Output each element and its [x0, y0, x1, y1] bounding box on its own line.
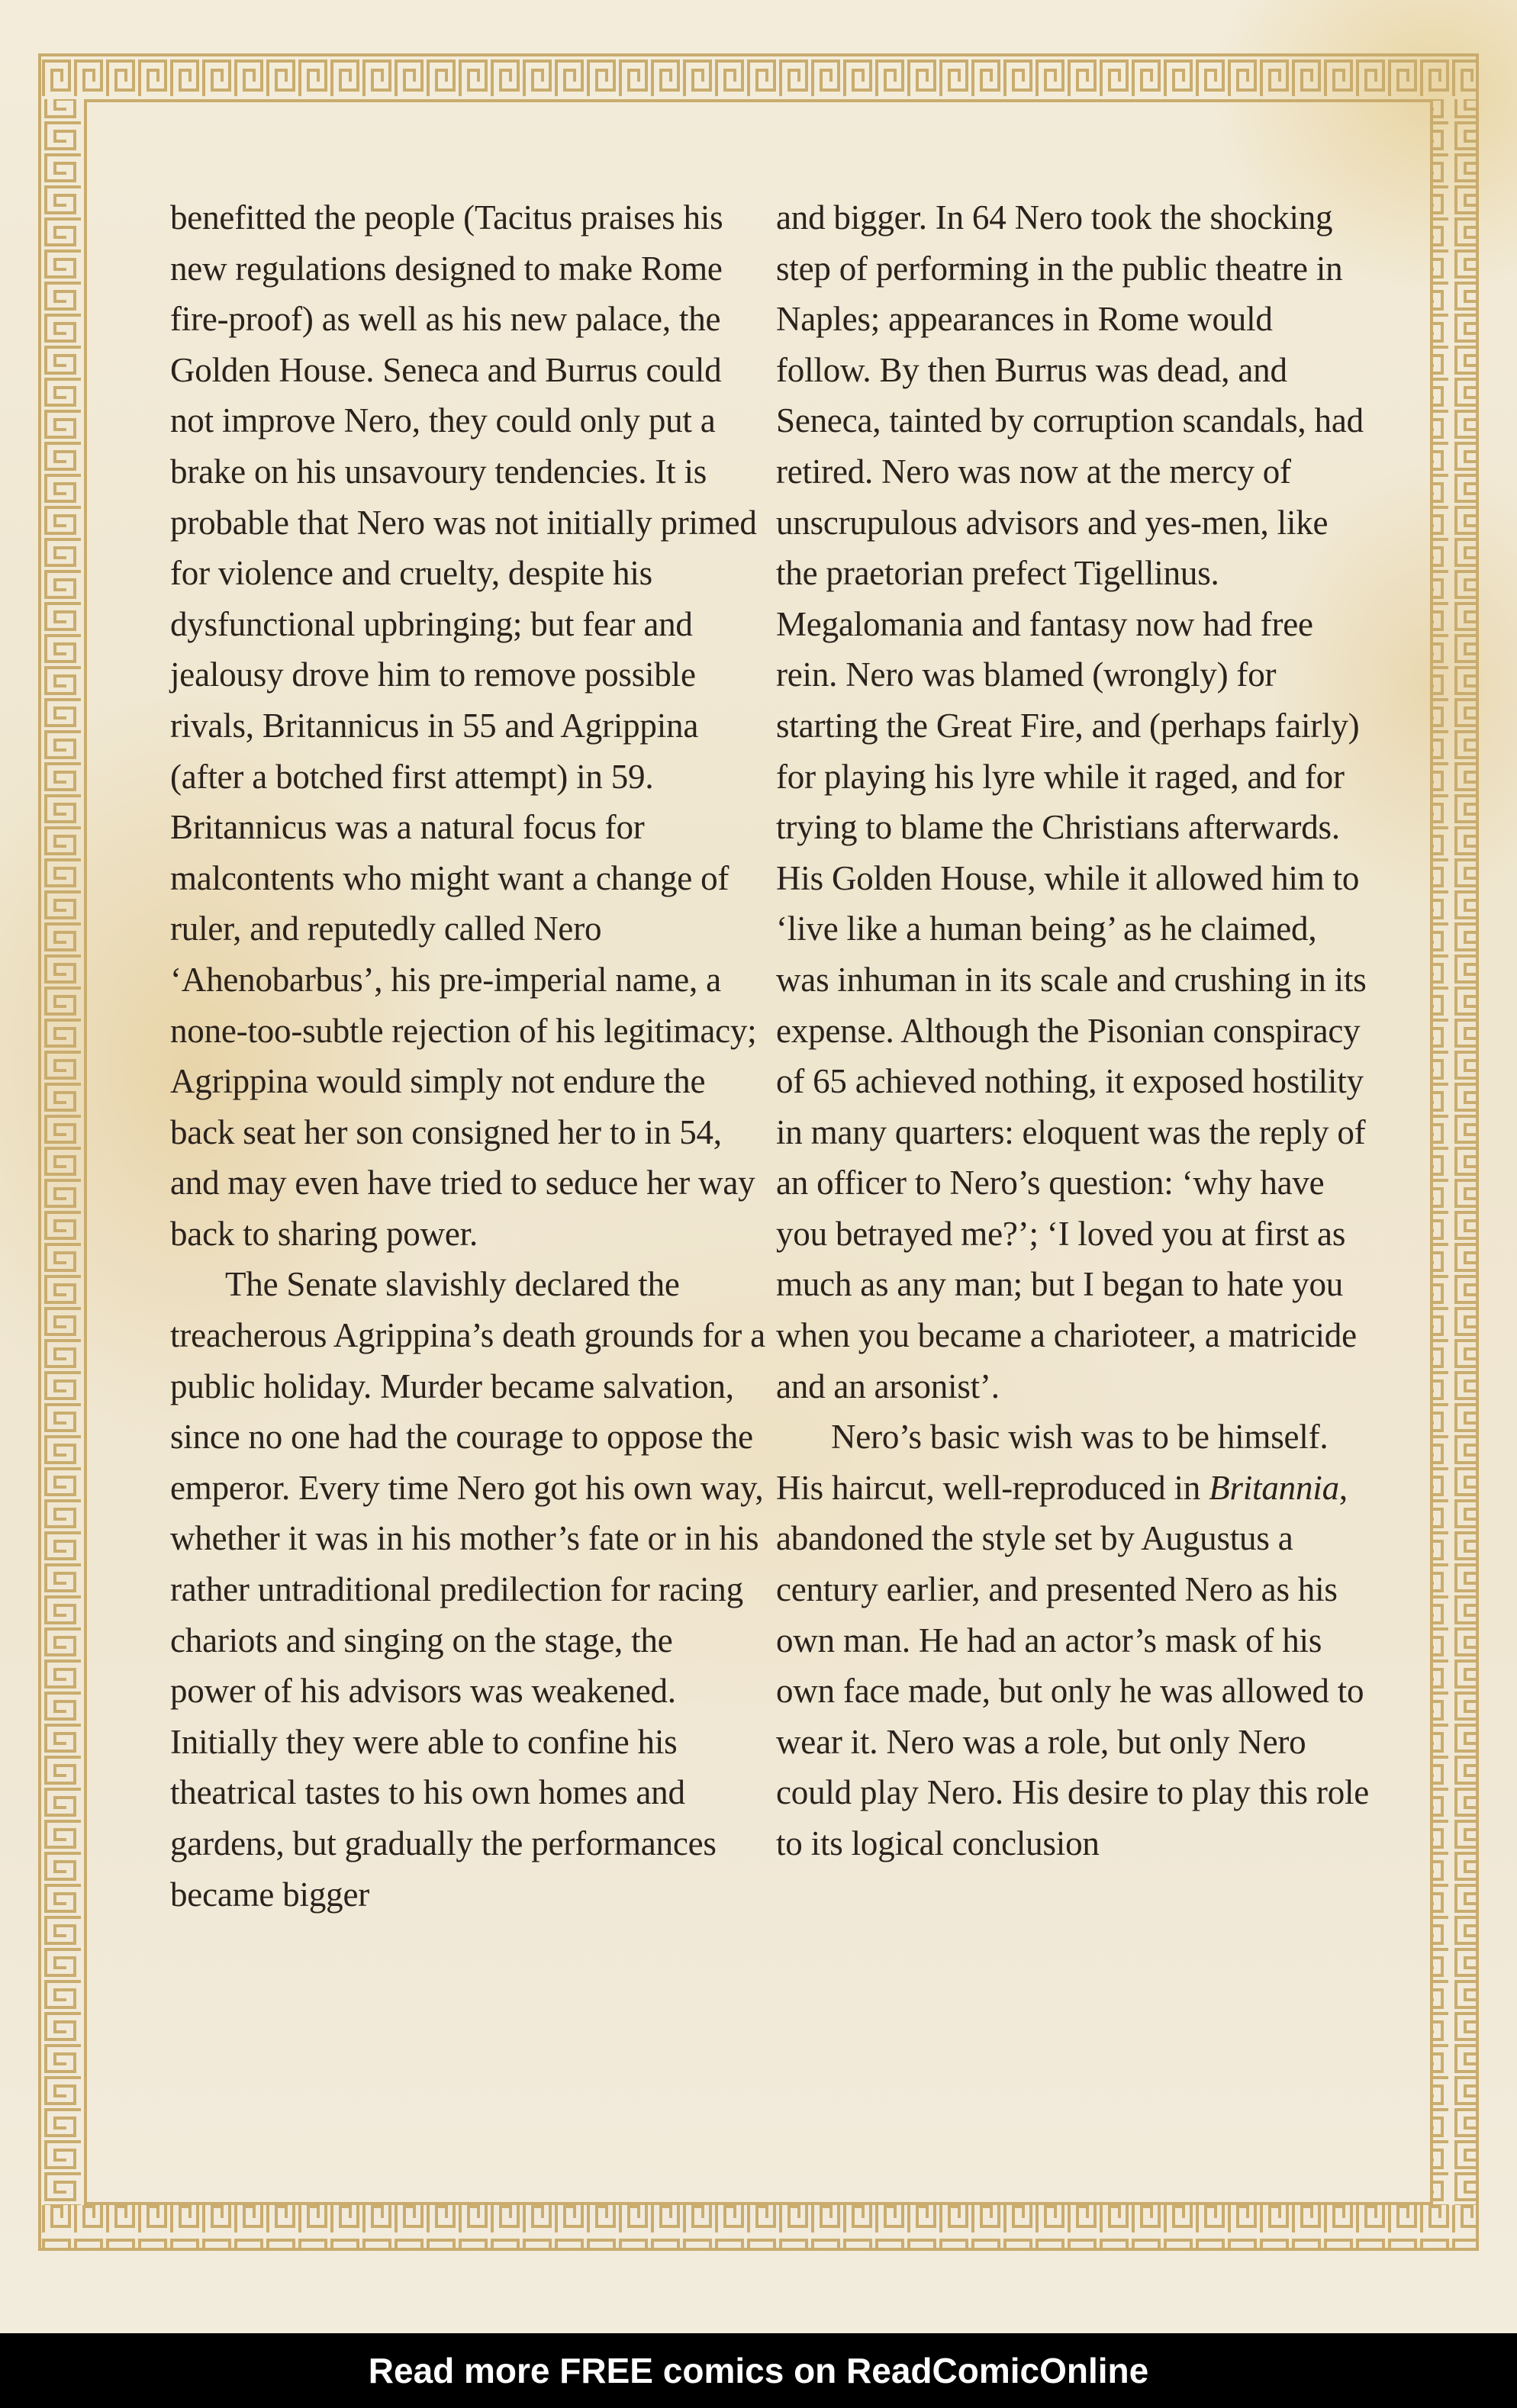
left-paragraph-1: benefitted the people (Tacitus praises his new regulations designed to make Rome fire-proof) as well as his new palace, the Golden House. Seneca and Burrus could not improve Nero, they could only put a brake on his unsavoury tendencies. It is probable that Nero was not initially primed for violence and cruelty, despite his dysfunctional upbringing; but fear and jealousy drove him to remove possible rivals, Britannicus in 55 and Agrippina (after a botched first attempt) in 59. Britannicus was a natural focus for malcontents who might want a change of ruler, and reputedly called Nero ‘Ahenobarbus’, his pre-imperial name, a none-too-subtle rejection of his legitimacy; Agrippina would simply not endure the back seat her son consigned her to in 54, and may even have tried to seduce her way back to sharing power. [170, 198, 757, 1253]
left-paragraph-2: The Senate slavishly declared the treacherous Agrippina’s death grounds for a public holiday. Murder became salvation, since no one had the courage to oppose the emperor. Every time Nero got his own way, whether it was in his mother’s fate or in his rather untraditional predilection for racing chariots and singing on the stage, the power of his advisors was weakened. Initially they were able to confine his theatrical tastes to his own homes and gardens, but gradually the performances became bigger [170, 1265, 765, 1914]
right-paragraph-2-start: Nero’s basic wish was to be himself. His haircut, well-reproduced in [776, 1418, 1329, 1507]
footer-link-text[interactable]: Read more FREE comics on ReadComicOnline [368, 2351, 1149, 2390]
left-text-column [170, 192, 765, 1920]
right-paragraph-2 [776, 1412, 1371, 1869]
right-text-column [776, 192, 1371, 1869]
right-paragraph-2-end: , abandoned the style set by Augustus a century earlier, and presented Nero as his own man. He had an actor’s mask of his own face made, but only he was allowed to wear it. Nero was a role, but only Nero could play Nero. His desire to play this role to its logical conclusion [776, 1468, 1370, 1862]
right-paragraph-1: and bigger. In 64 Nero took the shocking step of performing in the public theatre in Naples; appearances in Rome would follow. By then Burrus was dead, and Seneca, tainted by corruption scandals, had retired. Nero was now at the mercy of unscrupulous advisors and yes-men, like the praetorian prefect Tigellinus. Megalomania and fantasy now had free rein. Nero was blamed (wrongly) for starting the Great Fire, and (perhaps fairly) for playing his lyre while it raged, and for trying to blame the Christians afterwards. His Golden House, while it allowed him to ‘live like a human being’ as he claimed, was inhuman in its scale and crushing in its expense. Although the Pisonian conspiracy of 65 achieved nothing, it exposed hostility in many quarters: eloquent was the reply of an officer to Nero’s question: ‘why have you betrayed me?’; ‘I loved you at first as much as any man; but I began to hate you when you became a charioteer, a matricide and an arsonist’. [776, 198, 1367, 1405]
britannia-title: Britannia [1209, 1468, 1339, 1507]
footer-banner [0, 2333, 1517, 2408]
